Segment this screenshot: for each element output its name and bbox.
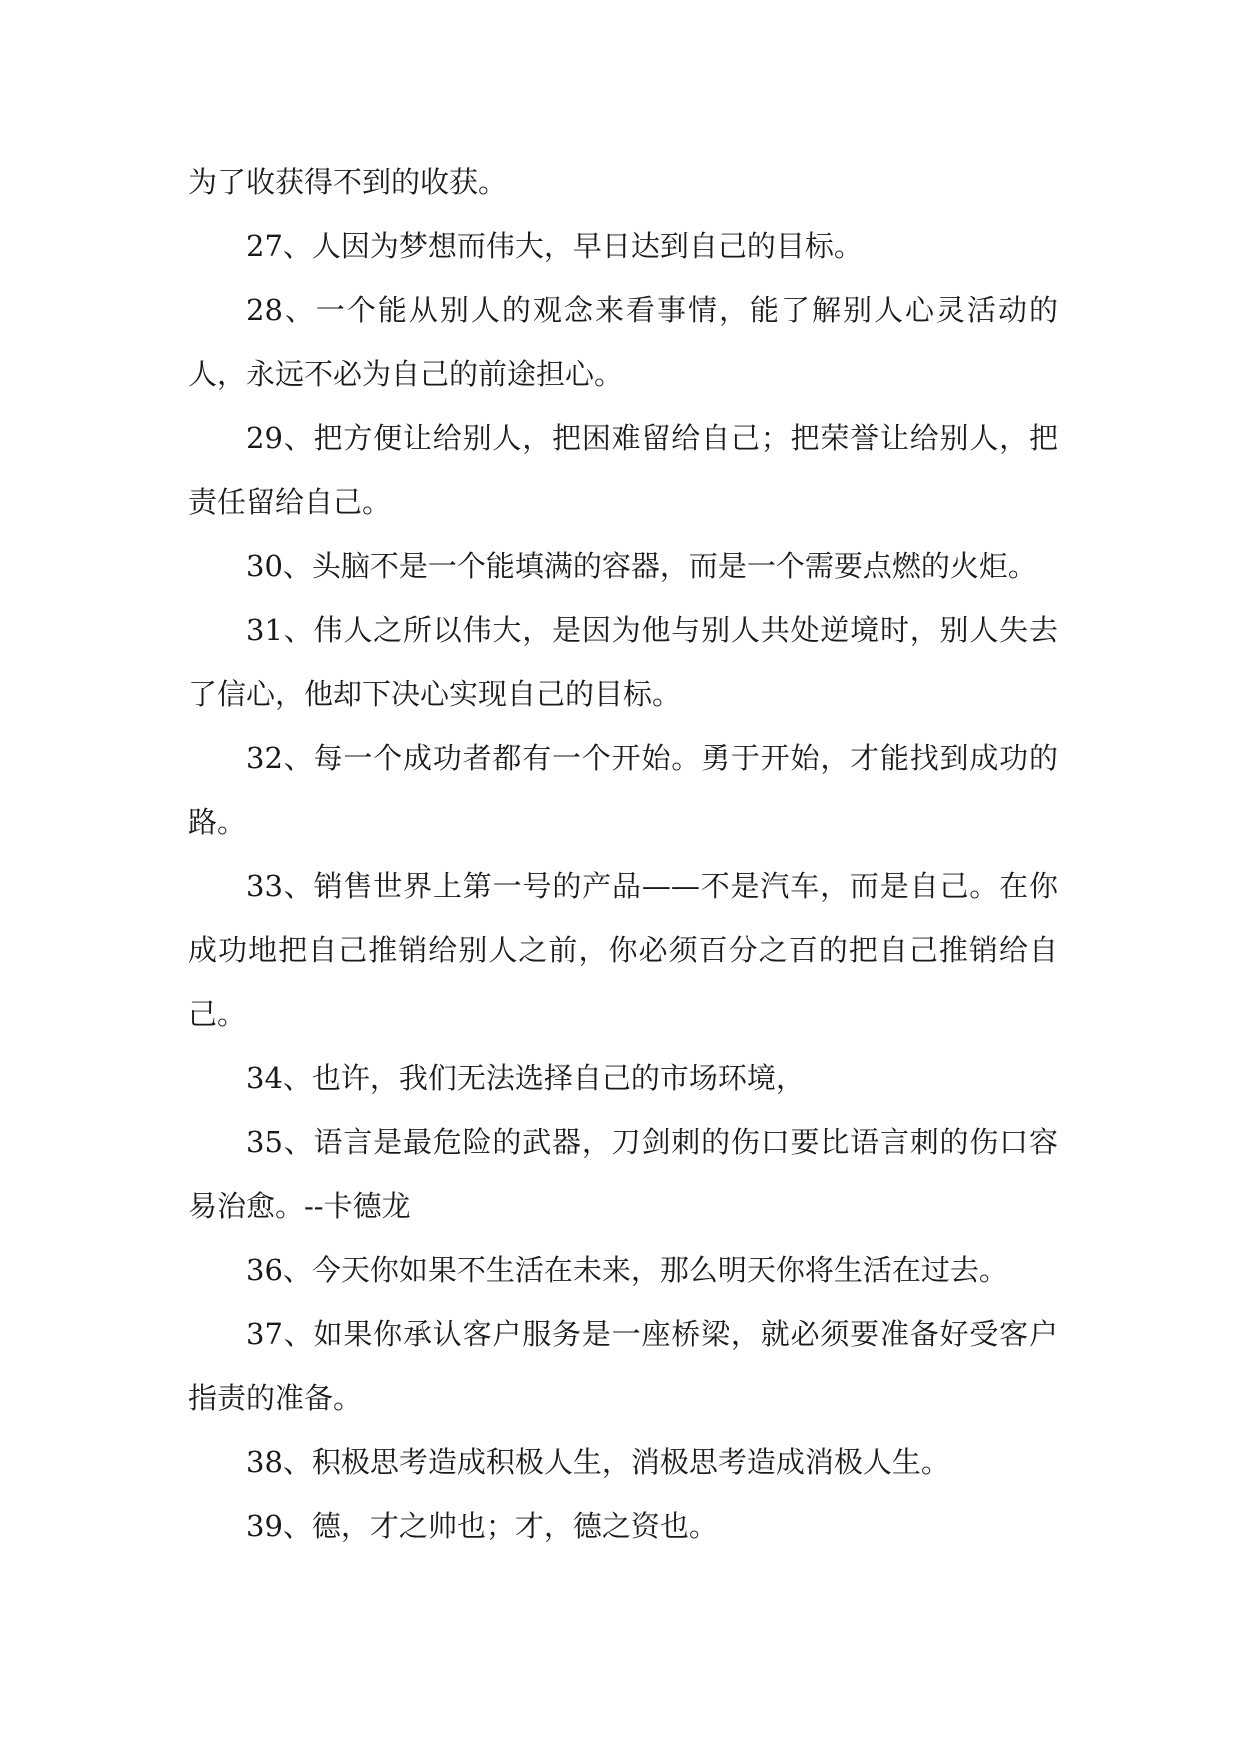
paragraph-36: 36、今天你如果不生活在未来，那么明天你将生活在过去。 <box>246 1253 1008 1287</box>
paragraph-28: 28、一个能从别人的观念来看事情，能了解别人心灵活动的人，永远不必为自己的前途担心。 <box>188 293 1058 391</box>
paragraph-29: 29、把方便让给别人，把困难留给自己；把荣誉让给别人，把责任留给自己。 <box>188 421 1058 519</box>
paragraph-33: 33、销售世界上第一号的产品——不是汽车，而是自己。在你成功地把自己推销给别人之前，你必须百分之百的把自己推销给自己。 <box>188 869 1058 1031</box>
paragraph-32: 32、每一个成功者都有一个开始。勇于开始，才能找到成功的路。 <box>188 741 1058 839</box>
paragraph-39: 39、德，才之帅也；才，德之资也。 <box>246 1509 718 1543</box>
paragraph-continued: 为了收获得不到的收获。 <box>188 165 508 199</box>
paragraph-34: 34、也许，我们无法选择自己的市场环境， <box>246 1061 805 1095</box>
paragraph-27: 27、人因为梦想而伟大，早日达到自己的目标。 <box>246 229 863 263</box>
paragraph-31: 31、伟人之所以伟大，是因为他与别人共处逆境时，别人失去了信心，他却下决心实现自己的目标。 <box>188 613 1058 711</box>
paragraph-35: 35、语言是最危险的武器，刀剑刺的伤口要比语言刺的伤口容易治愈。--卡德龙 <box>188 1125 1058 1223</box>
body-text <box>188 150 1058 1558</box>
paragraph-37: 37、如果你承认客户服务是一座桥梁，就必须要准备好受客户指责的准备。 <box>188 1317 1058 1415</box>
paragraph-30: 30、头脑不是一个能填满的容器，而是一个需要点燃的火炬。 <box>246 549 1037 583</box>
paragraph-38: 38、积极思考造成积极人生，消极思考造成消极人生。 <box>246 1445 950 1479</box>
